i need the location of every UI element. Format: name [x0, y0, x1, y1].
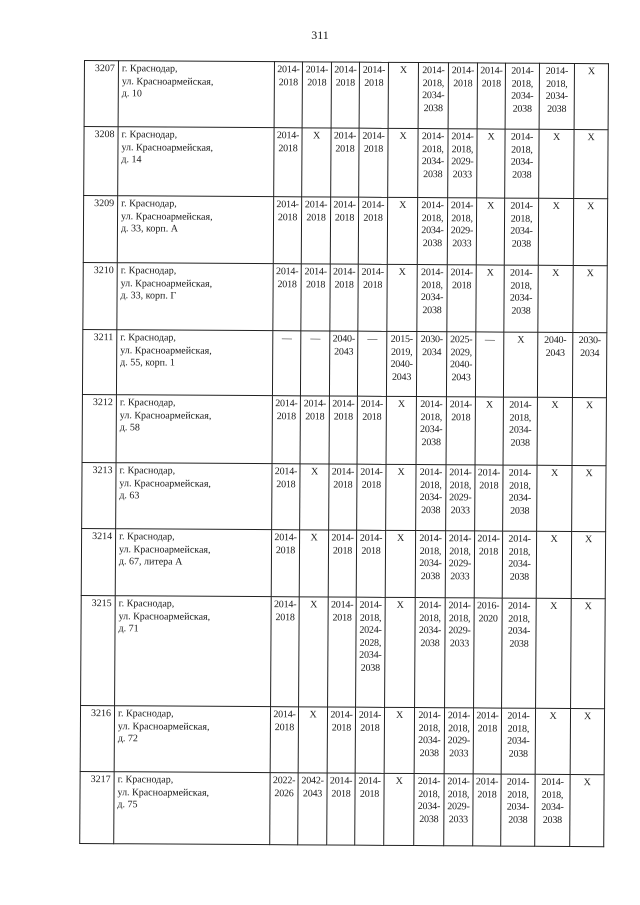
- table-row: [82, 394, 606, 465]
- row-number: 3207: [84, 61, 118, 127]
- period-cell: X: [388, 128, 418, 197]
- period-cell: X: [475, 397, 503, 465]
- period-cell: 2014- 2018, 2029- 2033: [447, 198, 476, 265]
- table-row: [81, 528, 605, 598]
- period-cell: 2030- 2034: [572, 332, 606, 397]
- period-cell: X: [299, 597, 329, 707]
- page-number: 311: [311, 28, 329, 42]
- address-cell: г. Краснодар, ул. Красноармейская, д. 72: [114, 706, 270, 773]
- period-cell: —: [475, 332, 503, 397]
- period-cell: 2014- 2018: [331, 62, 359, 128]
- period-cell: 2014- 2018, 2029- 2033: [448, 129, 477, 198]
- address-cell: г. Краснодар, ул. Красноармейская, д. 58: [116, 395, 272, 464]
- row-number: 3209: [83, 196, 117, 263]
- period-cell: X: [299, 530, 328, 597]
- period-cell: 2014- 2018: [329, 464, 357, 530]
- period-cell: 2014- 2018, 2034- 2038: [539, 63, 574, 129]
- period-cell: X: [573, 265, 607, 332]
- period-cell: X: [385, 530, 415, 597]
- period-cell: 2016- 2020: [474, 598, 503, 708]
- row-number: 3208: [84, 127, 118, 196]
- period-cell: X: [537, 465, 572, 531]
- period-cell: 2014- 2018, 2034- 2038: [414, 774, 444, 846]
- address-cell: г. Краснодар, ул. Красноармейская, д. 67, литера А: [115, 529, 271, 597]
- address-cell: г. Краснодар, ул. Красноармейская, д. 71: [115, 596, 272, 707]
- row-number: 3212: [82, 394, 116, 462]
- period-cell: 2014- 2018, 2034- 2038: [414, 708, 444, 774]
- period-cell: 2014- 2018: [270, 707, 298, 773]
- period-cell: 2014- 2018: [355, 773, 384, 845]
- period-cell: 2014- 2018, 2034- 2038: [502, 531, 536, 598]
- row-number: 3213: [82, 462, 116, 528]
- row-number: 3215: [81, 595, 116, 705]
- period-cell: X: [384, 773, 414, 845]
- table-row: [80, 771, 604, 846]
- period-cell: 2014- 2018: [328, 597, 357, 707]
- address-cell: г. Краснодар, ул. Красноармейская, д. 33, корп. А: [117, 196, 273, 264]
- period-cell: 2014- 2018: [330, 197, 358, 264]
- row-number: 3210: [83, 262, 117, 329]
- table-row: [81, 595, 606, 708]
- period-cell: 2014- 2018: [274, 62, 302, 128]
- period-cell: X: [536, 531, 571, 598]
- period-cell: 2014- 2018, 2029- 2033: [444, 708, 473, 774]
- period-cell: X: [298, 707, 327, 773]
- period-cell: X: [571, 598, 606, 708]
- period-cell: 2014- 2018, 2029- 2033: [445, 598, 475, 708]
- period-cell: X: [385, 597, 416, 707]
- period-cell: X: [537, 397, 572, 465]
- period-cell: X: [538, 265, 573, 332]
- period-cell: 2014- 2018, 2034- 2038: [416, 465, 446, 531]
- period-cell: X: [384, 707, 414, 773]
- period-cell: —: [272, 331, 300, 396]
- row-number: 3211: [82, 329, 116, 394]
- table-row: [84, 127, 608, 199]
- period-cell: —: [357, 331, 386, 396]
- period-cell: 2014- 2018: [327, 773, 355, 845]
- period-cell: 2040- 2043: [537, 332, 572, 397]
- period-cell: 2014- 2018: [358, 197, 387, 264]
- period-cell: X: [573, 198, 607, 265]
- period-cell: 2014- 2018: [448, 63, 477, 129]
- period-cell: 2014- 2018, 2034- 2038: [417, 198, 447, 265]
- period-cell: 2014- 2018, 2034- 2038: [504, 198, 538, 265]
- period-cell: 2014- 2018, 2029- 2033: [444, 774, 473, 846]
- period-cell: 2014- 2018: [273, 264, 301, 331]
- period-cell: 2014- 2018: [355, 707, 384, 773]
- period-cell: 2014- 2018: [302, 62, 331, 128]
- period-cell: X: [570, 708, 604, 774]
- table-body: [80, 61, 609, 847]
- period-cell: X: [476, 198, 504, 265]
- schedule-table: [79, 60, 609, 847]
- period-cell: 2014- 2018: [446, 397, 475, 465]
- period-cell: X: [388, 62, 418, 128]
- schedule-table-wrapper: [79, 60, 609, 847]
- table-row: [83, 196, 607, 266]
- period-cell: 2014- 2018: [477, 63, 505, 129]
- period-cell: 2014- 2018, 2034- 2038: [503, 465, 537, 531]
- period-cell: X: [571, 531, 605, 598]
- period-cell: X: [503, 332, 537, 397]
- period-cell: X: [539, 129, 574, 198]
- table-row: [82, 329, 606, 397]
- period-cell: X: [572, 465, 606, 531]
- period-cell: 2014- 2018: [473, 708, 501, 774]
- period-cell: X: [386, 464, 416, 530]
- period-cell: 2014- 2018, 2034- 2038: [535, 774, 570, 846]
- period-cell: 2014- 2018, 2034- 2038: [417, 265, 447, 332]
- period-cell: 2014- 2018: [301, 264, 330, 331]
- period-cell: 2014- 2018: [273, 197, 301, 264]
- address-cell: г. Краснодар, ул. Красноармейская, д. 55, корп. 1: [116, 330, 272, 396]
- period-cell: X: [570, 774, 604, 846]
- period-cell: 2014- 2018: [359, 62, 388, 128]
- period-cell: 2014- 2018: [271, 597, 300, 707]
- period-cell: 2014- 2018: [328, 530, 356, 597]
- period-cell: X: [387, 264, 417, 331]
- period-cell: 2014- 2018, 2034- 2038: [501, 708, 535, 774]
- period-cell: X: [535, 708, 570, 774]
- period-cell: 2014- 2018, 2034- 2038: [418, 129, 448, 198]
- period-cell: 2030- 2034: [416, 332, 446, 397]
- period-cell: 2014- 2018, 2029- 2033: [446, 465, 475, 531]
- period-cell: 2014- 2018, 2034- 2038: [418, 63, 448, 129]
- period-cell: 2042- 2043: [298, 773, 327, 845]
- period-cell: X: [300, 464, 329, 530]
- period-cell: 2014- 2018: [474, 531, 502, 598]
- table-row: [83, 262, 607, 332]
- period-cell: X: [302, 128, 331, 197]
- period-cell: 2014- 2018, 2034- 2038: [415, 531, 445, 598]
- period-cell: 2014- 2018, 2034- 2038: [503, 397, 537, 465]
- period-cell: 2014- 2018, 2024- 2028, 2034- 2038: [356, 597, 386, 707]
- period-cell: X: [386, 396, 416, 464]
- period-cell: X: [387, 197, 417, 264]
- period-cell: 2014- 2018: [274, 128, 302, 197]
- table-row: [82, 462, 606, 531]
- period-cell: X: [476, 265, 504, 332]
- period-cell: X: [536, 598, 572, 708]
- period-cell: 2014- 2018, 2034- 2038: [504, 265, 538, 332]
- period-cell: 2014- 2018: [271, 530, 299, 597]
- period-cell: X: [572, 397, 606, 465]
- table-row: [80, 705, 604, 774]
- address-cell: г. Краснодар, ул. Красноармейская, д. 63: [116, 463, 272, 530]
- period-cell: 2014- 2018: [300, 396, 329, 464]
- period-cell: 2014- 2018: [331, 128, 359, 197]
- period-cell: 2014- 2018, 2034- 2038: [415, 598, 446, 708]
- address-cell: г. Краснодар, ул. Красноармейская, д. 14: [118, 127, 274, 197]
- period-cell: —: [300, 331, 329, 396]
- period-cell: 2014- 2018: [447, 265, 476, 332]
- address-cell: г. Краснодар, ул. Красноармейская, д. 75: [114, 772, 270, 845]
- period-cell: 2014- 2018: [329, 396, 357, 464]
- period-cell: 2014- 2018: [356, 530, 385, 597]
- period-cell: 2014- 2018: [475, 465, 503, 531]
- period-cell: 2014- 2018: [359, 128, 388, 197]
- row-number: 3214: [81, 528, 115, 595]
- period-cell: 2014- 2018, 2034- 2038: [502, 598, 537, 708]
- period-cell: 2014- 2018, 2034- 2038: [505, 129, 539, 198]
- address-cell: г. Краснодар, ул. Красноармейская, д. 10: [118, 61, 274, 128]
- period-cell: X: [538, 198, 573, 265]
- period-cell: 2015- 2019, 2040- 2043: [386, 331, 416, 396]
- period-cell: 2040- 2043: [329, 331, 357, 396]
- period-cell: 2014- 2018: [358, 264, 387, 331]
- period-cell: 2014- 2018: [330, 264, 358, 331]
- period-cell: 2014- 2018: [272, 396, 300, 464]
- period-cell: 2014- 2018: [301, 197, 330, 264]
- period-cell: 2014- 2018: [357, 464, 386, 530]
- row-number: 3217: [80, 771, 114, 843]
- period-cell: 2014- 2018: [357, 396, 386, 464]
- period-cell: 2014- 2018: [272, 464, 300, 530]
- period-cell: 2014- 2018, 2029- 2033: [445, 531, 474, 598]
- period-cell: X: [574, 63, 608, 129]
- period-cell: 2014- 2018, 2034- 2038: [416, 397, 446, 465]
- address-cell: г. Краснодар, ул. Красноармейская, д. 33, корп. Г: [117, 263, 273, 331]
- table-row: [84, 61, 608, 130]
- period-cell: X: [574, 129, 608, 198]
- period-cell: 2025- 2029, 2040- 2043: [446, 332, 475, 397]
- period-cell: 2014- 2018, 2034- 2038: [505, 63, 539, 129]
- period-cell: 2014- 2018: [327, 707, 355, 773]
- period-cell: 2014- 2018: [473, 774, 501, 846]
- period-cell: 2014- 2018, 2034- 2038: [501, 774, 535, 846]
- row-number: 3216: [80, 705, 114, 771]
- period-cell: X: [477, 129, 505, 198]
- period-cell: 2022- 2026: [270, 773, 298, 845]
